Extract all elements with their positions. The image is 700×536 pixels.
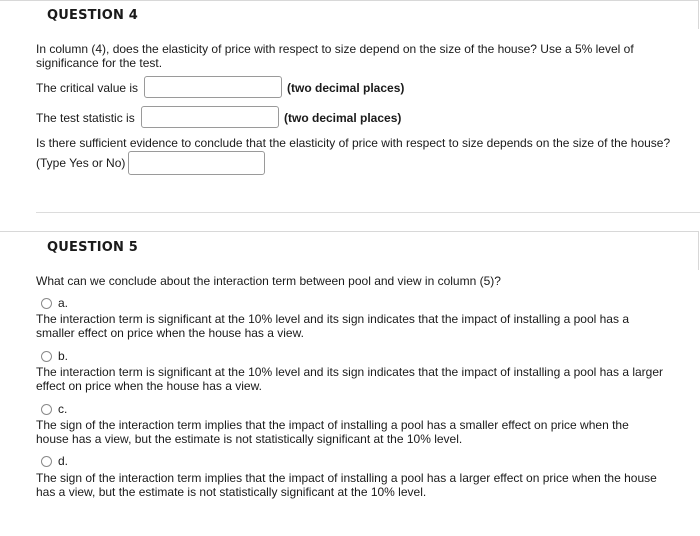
evidence-label: (Type Yes or No) <box>36 156 126 170</box>
option-b-text-line1: The interaction term is significant at the 10% level and its sign indicates that the impact of installing a pool has a larger <box>36 365 664 379</box>
option-a-radio[interactable] <box>41 298 52 309</box>
critical-value-label: The critical value is <box>36 81 139 95</box>
question-5-title: QUESTION 5 <box>47 240 139 255</box>
q4-prompt-line1: In column (4), does the elasticity of price with respect to size depend on the size of the house? Use a 5% level of <box>36 42 634 56</box>
evidence-input[interactable] <box>128 151 265 175</box>
test-statistic-input[interactable] <box>141 106 279 128</box>
q5-prompt: What can we conclude about the interaction term between pool and view in column (5)? <box>36 274 501 288</box>
option-a-label[interactable]: a. <box>58 296 69 310</box>
option-b-radio[interactable] <box>41 351 52 362</box>
option-d-text-line2: has a view, but the estimate is not statistically significant at the 10% level. <box>36 485 427 499</box>
option-c-text-line2: house has a view, but the estimate is not statistically significant at the 10% level. <box>36 432 463 446</box>
option-b-label[interactable]: b. <box>58 349 69 363</box>
question-4-title: QUESTION 4 <box>47 8 139 23</box>
option-c-radio[interactable] <box>41 404 52 415</box>
section-divider <box>36 212 700 213</box>
test-statistic-label: The test statistic is <box>36 111 135 125</box>
evidence-question: Is there sufficient evidence to conclude that the elasticity of price with respect to size depends on the size of the house? <box>36 136 671 150</box>
critical-value-hint: (two decimal places) <box>287 81 405 95</box>
option-d-text-line1: The sign of the interaction term implies that the impact of installing a pool has a larger effect on price when the house <box>36 471 657 485</box>
option-d-radio[interactable] <box>41 456 52 467</box>
option-b-text-line2: effect on price when the house has a view. <box>36 379 262 393</box>
option-a-text-line1: The interaction term is significant at the 10% level and its sign indicates that the impact of installing a pool has a <box>36 312 629 326</box>
q4-prompt-line2: significance for the test. <box>36 56 163 70</box>
option-c-text-line1: The sign of the interaction term implies that the impact of installing a pool has a smaller effect on price when the <box>36 418 629 432</box>
option-a-text-line2: smaller effect on price when the house has a view. <box>36 326 304 340</box>
option-d-label[interactable]: d. <box>58 454 69 468</box>
critical-value-input[interactable] <box>144 76 282 98</box>
test-statistic-hint: (two decimal places) <box>284 111 402 125</box>
option-c-label[interactable]: c. <box>58 402 68 416</box>
